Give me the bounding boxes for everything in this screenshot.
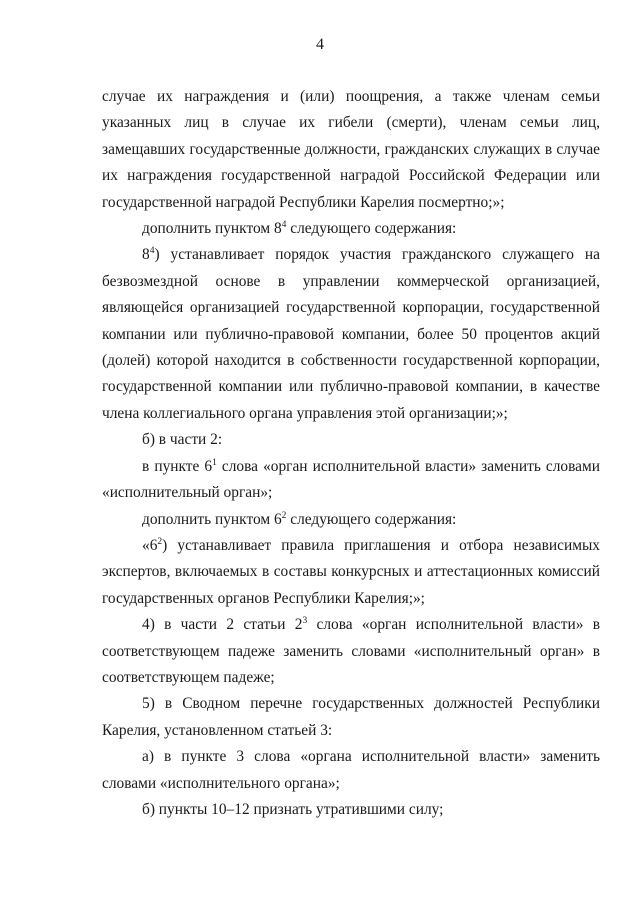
paragraph-text: следующего содержания: bbox=[286, 510, 457, 528]
superscript: 1 bbox=[212, 457, 217, 468]
paragraph-text: слова «орган исполнительной власти» в соответствующем падеже заменить словами «исполнительный орган» в соответствующем падеже; bbox=[102, 616, 600, 686]
paragraph-text: 8 bbox=[142, 246, 150, 264]
superscript: 2 bbox=[281, 510, 287, 521]
superscript: 2 bbox=[157, 536, 163, 547]
superscript: 4 bbox=[149, 246, 155, 257]
paragraph-text: дополнить пунктом 8 bbox=[142, 220, 282, 238]
paragraph bbox=[102, 744, 600, 797]
paragraph-text: ) устанавливает порядок участия гражданского служащего на безвозмездной основе в управлении коммерческой организацией, являющейся организацией государственной корпорации, государственной компании или публично-правовой компании, более 50 процентов акций (долей) которой находится в собственности государственной корпорации, государственной компании или публично-правовой компании, в качестве члена коллегиального органа управления этой организации;»; bbox=[102, 246, 600, 422]
paragraph bbox=[102, 533, 600, 612]
paragraph bbox=[102, 507, 600, 533]
paragraph-text: случае их награждения и (или) поощрения, а также членам семьи указанных лиц в случае их гибели (смерти), членам семьи лиц, замещавших государственные должности, гражданских служащих в случае их награждения государственной наградой Российской Федерации или государственной наградой Республики Карелия посмертно;»; bbox=[102, 88, 600, 211]
paragraph-text: следующего содержания: bbox=[286, 220, 457, 238]
paragraph-text: а) в пункте 3 слова «органа исполнительной власти» заменить словами «исполнительного органа»; bbox=[102, 748, 600, 792]
paragraph-text: ) устанавливает правила приглашения и отбора независимых экспертов, включаемых в составы конкурсных и аттестационных комиссий государственных органов Республики Карелия;»; bbox=[102, 536, 600, 607]
paragraph bbox=[102, 216, 600, 242]
paragraph-text: 4) в части 2 статьи 2 bbox=[142, 616, 303, 634]
paragraph-text: слова «орган исполнительной власти» заменить словами «исполнительный орган»; bbox=[102, 457, 600, 502]
superscript: 4 bbox=[281, 220, 287, 231]
paragraph-text: б) в части 2: bbox=[142, 431, 223, 449]
superscript: 3 bbox=[302, 616, 308, 627]
paragraph bbox=[102, 427, 600, 453]
paragraph bbox=[102, 691, 600, 744]
paragraph-text: 5) в Сводном перечне государственных должностей Республики Карелия, установленном статьей 3: bbox=[102, 695, 600, 739]
paragraph bbox=[102, 612, 600, 691]
paragraph-text: дополнить пунктом 6 bbox=[142, 510, 282, 528]
paragraph-text: «6 bbox=[142, 536, 158, 554]
paragraph bbox=[102, 242, 600, 427]
paragraph bbox=[102, 797, 600, 823]
paragraph bbox=[102, 454, 600, 507]
paragraph bbox=[102, 84, 600, 216]
document-body bbox=[102, 84, 600, 823]
page-number: 4 bbox=[316, 36, 324, 53]
paragraph-text: б) пункты 10–12 признать утратившими силу; bbox=[142, 800, 444, 818]
paragraph-text: в пункте 6 bbox=[142, 457, 213, 475]
